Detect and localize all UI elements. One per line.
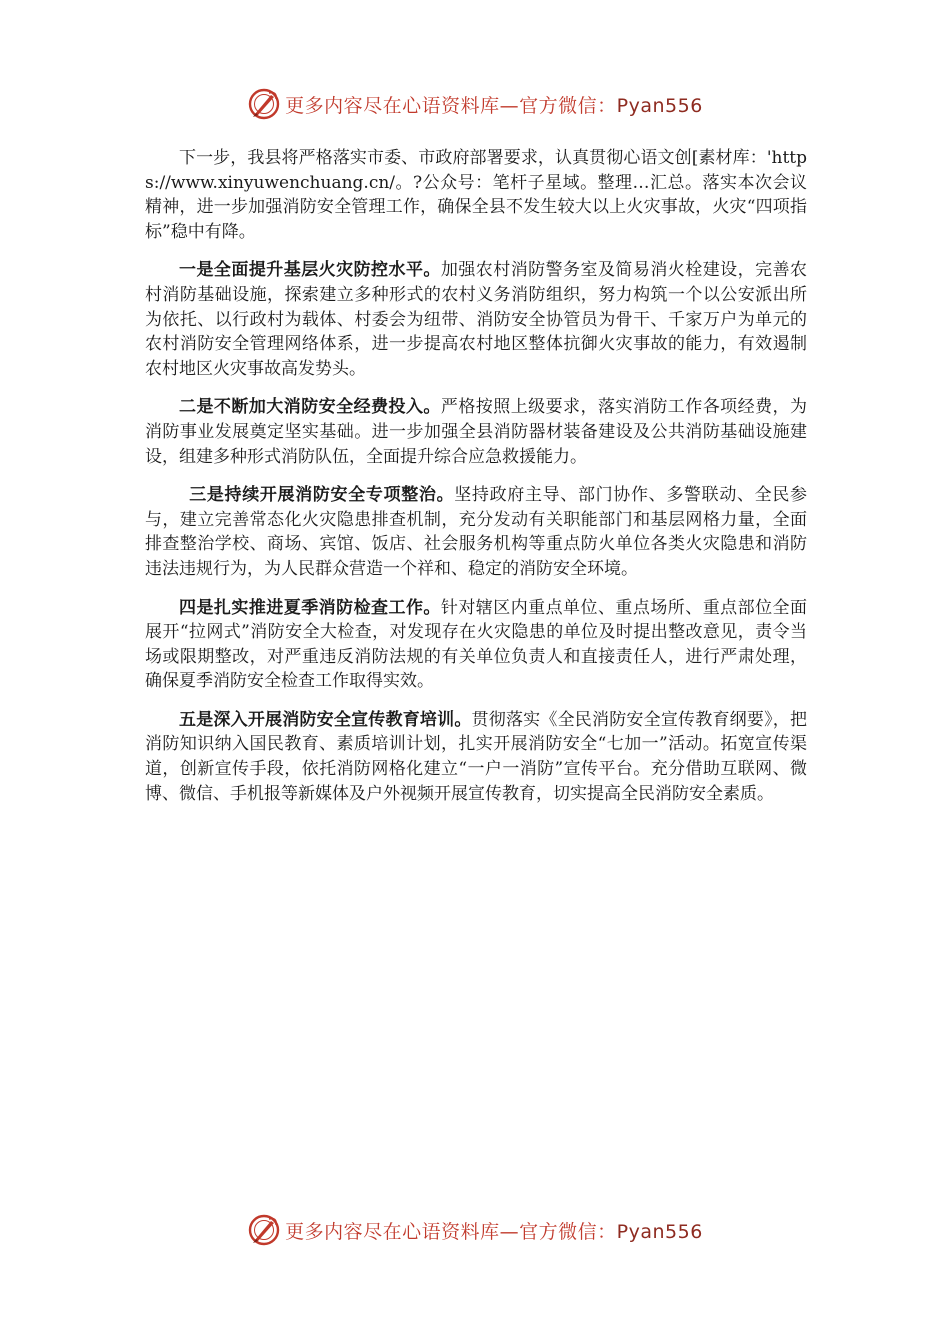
paragraph-body: 加强农村消防警务室及简易消火栓建设，完善农村消防基础设施，探索建立多种形式的农村义务消防组织，努力构筑一个以公安派出所为依托、以行政村为载体、村委会为纽带、消防安全协管员为骨干、千家万户为单元的农村消防安全管理网络体系，进一步提高农村地区整体抗御火灾事故的能力，有效遏制农村地区火灾事故高发势头。 [145,260,808,379]
paragraph-item-3 [145,483,807,581]
banner-text [285,91,703,118]
paragraph-lead: 四是扎实推进夏季消防检查工作。 [179,597,441,618]
footer-banner [0,1210,950,1250]
paragraph-item-1 [145,258,807,381]
paragraph-item-5 [145,708,807,806]
paragraph-lead: 二是不断加大消防安全经费投入。 [179,397,441,418]
banner-label: 更多内容尽在心语资料库—官方微信： [285,94,617,117]
paragraph-lead: 三是持续开展消防安全专项整治。 [189,485,455,506]
paragraph-body: 针对辖区内重点单位、重点场所、重点部位全面展开“拉网式”消防安全大检查，对发现存在火灾隐患的单位及时提出整改意见，责令当场或限期整改，对严重违反消防法规的有关单位负责人和直接责任人，进行严肃处理，确保夏季消防安全检查工作取得实效。 [145,597,808,692]
wechat-id: Pyan556 [616,1220,703,1243]
paragraph-intro [145,146,807,244]
header-banner [0,84,950,124]
paragraph-body: 坚持政府主导、部门协作、多警联动、全民参与，建立完善常态化火灾隐患排查机制，充分发动有关职能部门和基层网格力量，全面排查整治学校、商场、宾馆、饭店、社会服务机构等重点防火单位各类火灾隐患和消防违法违规行为，为人民群众营造一个祥和、稳定的消防安全环境。 [145,485,808,579]
paragraph-body: 下一步，我县将严格落实市委、市政府部署要求，认真贯彻心语文创[素材库：'https://www.xinyuwenchuang.cn/。?公众号：笔杆子星域。整理…汇总。落实本次会议精神，进一步加强消防安全管理工作，确保全县不发生较大以上火灾事故，火灾“四项指标”稳中有降。 [145,148,807,242]
quill-pen-seal-icon [247,87,281,121]
paragraph-lead: 一是全面提升基层火灾防控水平。 [179,260,441,281]
paragraph-item-2 [145,395,807,469]
document-body [145,146,807,820]
banner-label: 更多内容尽在心语资料库—官方微信： [285,1220,617,1243]
paragraph-item-4 [145,596,807,694]
paragraph-body: 贯彻落实《全民消防安全宣传教育纲要》，把消防知识纳入国民教育、素质培训计划，扎实开展消防安全“七加一”活动。拓宽宣传渠道，创新宣传手段，依托消防网格化建立“一户一消防”宣传平台。充分借助互联网、微博、微信、手机报等新媒体及户外视频开展宣传教育，切实提高全民消防安全素质。 [145,709,808,804]
banner-text [285,1217,703,1244]
paragraph-body: 严格按照上级要求，落实消防工作各项经费，为消防事业发展奠定坚实基础。进一步加强全县消防器材装备建设及公共消防基础设施建设，组建多种形式消防队伍，全面提升综合应急救援能力。 [145,397,808,467]
paragraph-lead: 五是深入开展消防安全宣传教育培训。 [179,709,472,730]
quill-pen-seal-icon [247,1213,281,1247]
wechat-id: Pyan556 [616,94,703,117]
